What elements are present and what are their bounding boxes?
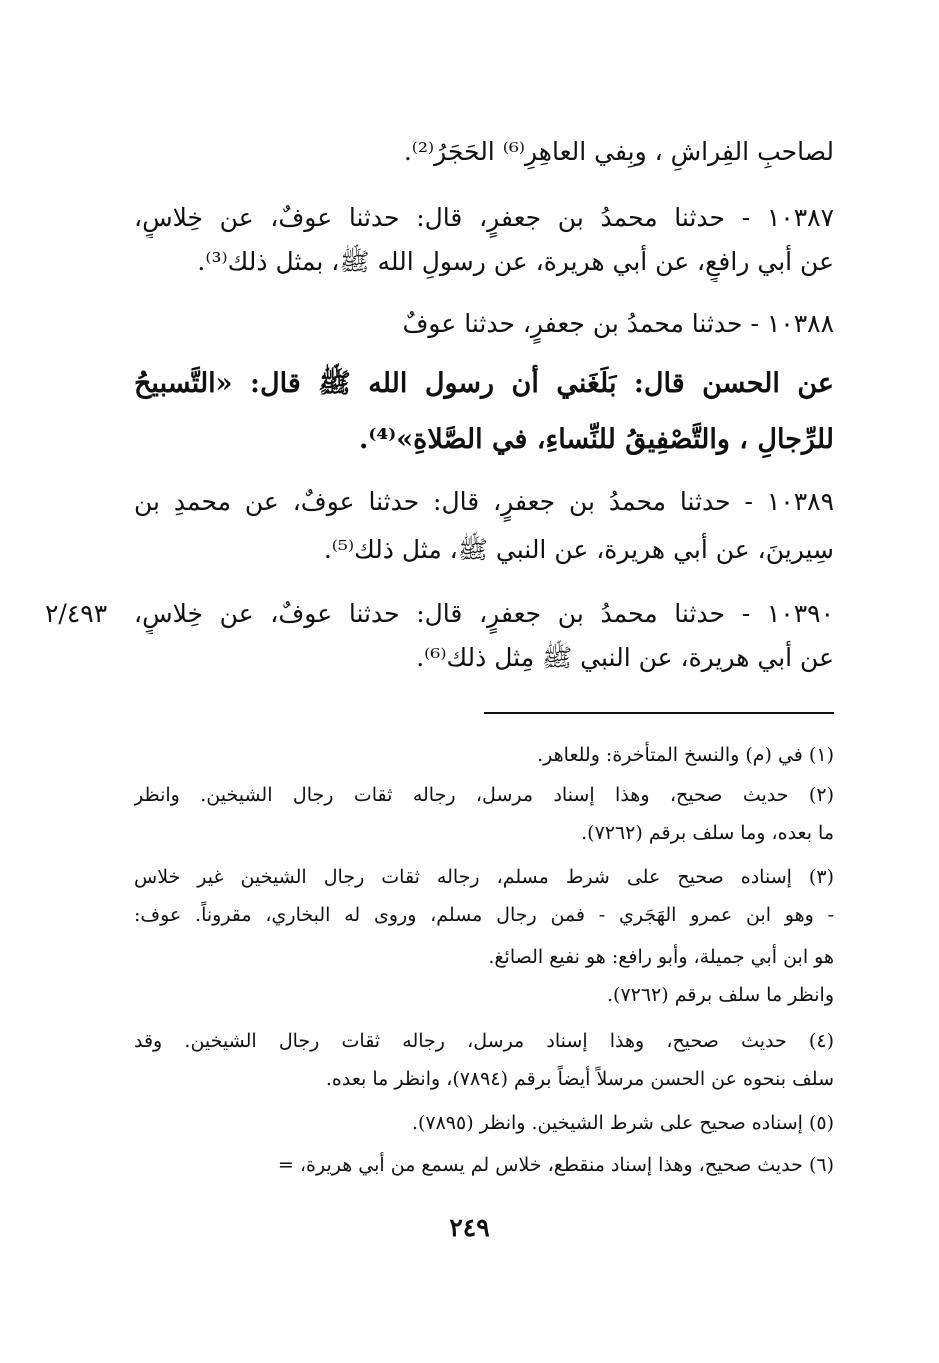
page-number: ٢٤٩: [449, 1213, 490, 1242]
hadith-10390-line-2: عن أبي هريرة، عن النبي ﷺ مِثل ذلك⁽⁶⁾.: [416, 643, 834, 672]
hadith-10389-line-1: ١٠٣٨٩ - حدثنا محمدُ بن جعفرٍ، قال: حدثنا عوفٌ، عن محمدِ بن: [134, 487, 834, 516]
margin-reference: ٢/٤٩٣: [45, 599, 108, 628]
footnote-3-line-3: هو ابن أبي جميلة، وأبو رافع: هو نفيع الصائغ.: [488, 946, 834, 968]
footnote-3-line-1: (٣) إسناده صحيح على شرط مسلم، رجاله ثقات رجال الشيخين غير خلاس: [134, 866, 834, 888]
hadith-10388-matn-line-1: عن الحسن قال: بَلَغَني أن رسول الله ﷺ قال: «التَّسبيحُ: [134, 368, 834, 399]
footnote-1: (١) في (م) والنسخ المتأخرة: وللعاهر.: [537, 744, 834, 766]
text-line-1: لصاحبِ الفِراشِ ، وبِفي العاهِرِ⁽⁶⁾ الحَجَرُ⁽²⁾.: [403, 137, 834, 166]
footnote-2-line-2: ما بعده، وما سلف برقم (٧٢٦٢).: [581, 822, 834, 844]
footnote-6: (٦) حديث صحيح، وهذا إسناد منقطع، خلاس لم يسمع من أبي هريرة، =: [277, 1154, 834, 1176]
hadith-10387-line-2: عن أبي رافعٍ، عن أبي هريرة، عن رسولِ الله ﷺ، بمثل ذلك⁽³⁾.: [197, 247, 834, 276]
hadith-10389-line-2: سِيرينَ، عن أبي هريرة، عن النبي ﷺ، مثل ذلك⁽⁵⁾.: [323, 535, 834, 564]
footnote-2-line-1: (٢) حديث صحيح، وهذا إسناد مرسل، رجاله ثقات رجال الشيخين. وانظر: [134, 784, 834, 806]
footnote-5: (٥) إسناده صحيح على شرط الشيخين. وانظر (٧٨٩٥).: [411, 1112, 834, 1134]
hadith-10387-line-1: ١٠٣٨٧ - حدثنا محمدُ بن جعفرٍ، قال: حدثنا عوفٌ، عن خِلاسٍ،: [134, 203, 834, 232]
footnote-3-line-2: - وهو ابن عمرو الهَجَري - فمن رجال مسلم، وروى له البخاري، مقروناً. عوف:: [134, 904, 834, 926]
footnote-separator: [484, 712, 834, 714]
hadith-10388-line-1: ١٠٣٨٨ - حدثنا محمدُ بن جعفرٍ، حدثنا عوفٌ: [402, 309, 834, 338]
hadith-10390-line-1: ١٠٣٩٠ - حدثنا محمدُ بن جعفرٍ، قال: حدثنا عوفٌ، عن خِلاسٍ،: [134, 599, 834, 628]
footnote-4-line-1: (٤) حديث صحيح، وهذا إسناد مرسل، رجاله ثقات رجال الشيخين. وقد: [134, 1030, 834, 1052]
footnote-3-line-4: وانظر ما سلف برقم (٧٢٦٢).: [606, 984, 834, 1006]
hadith-10388-matn-line-2: للرِّجالِ ، والتَّصْفِيقُ للنِّساءِ، في الصَّلاةِ»⁽⁴⁾.: [358, 424, 834, 455]
footnote-4-line-2: سلف بنحوه عن الحسن مرسلاً أيضاً برقم (٧٨٩٤)، وانظر ما بعده.: [325, 1068, 834, 1090]
